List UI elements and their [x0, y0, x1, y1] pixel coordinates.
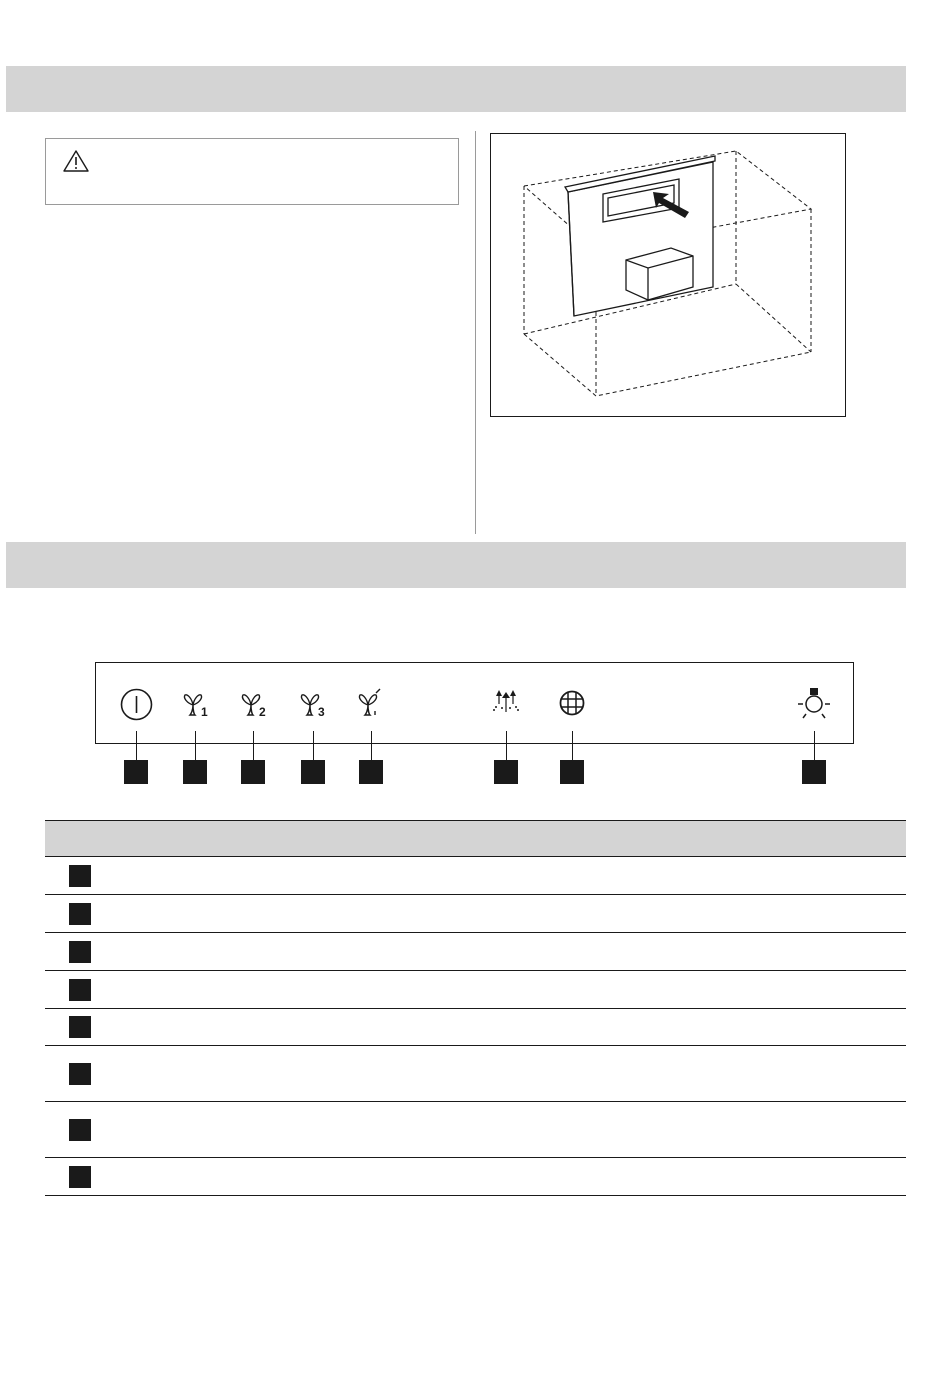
light-icon[interactable] [797, 685, 831, 723]
control-description-table [45, 820, 906, 1196]
callout-marker [69, 1119, 91, 1141]
warning-triangle-icon [62, 149, 90, 173]
callout-marker [69, 1063, 91, 1085]
callout-leader [572, 731, 573, 760]
callout-marker [560, 760, 584, 784]
table-row [45, 1158, 906, 1196]
callout-leader [136, 731, 137, 760]
table-row [45, 895, 906, 933]
section-header-band [6, 542, 906, 588]
callout-leader [195, 731, 196, 760]
svg-text:2: 2 [259, 705, 266, 718]
callout-marker [241, 760, 265, 784]
fan-intensive-icon[interactable] [355, 688, 385, 718]
table-row [45, 971, 906, 1009]
callout-marker [69, 941, 91, 963]
fan-speed-1-icon[interactable] [181, 692, 211, 718]
warning-box [45, 138, 459, 205]
callout-marker [69, 903, 91, 925]
table-header [45, 820, 906, 857]
fan-speed-2-icon[interactable] [239, 692, 269, 718]
table-row [45, 1046, 906, 1102]
callout-marker [69, 865, 91, 887]
callout-marker [183, 760, 207, 784]
section-header-band [6, 66, 906, 112]
grease-filter-icon[interactable] [558, 689, 586, 717]
callout-leader [506, 731, 507, 760]
callout-marker [124, 760, 148, 784]
svg-text:3: 3 [318, 705, 325, 718]
callout-marker [69, 1016, 91, 1038]
table-row [45, 933, 906, 971]
callout-marker [69, 1166, 91, 1188]
hood-filter-installation-illustration [490, 133, 846, 417]
callout-marker [802, 760, 826, 784]
callout-marker [301, 760, 325, 784]
callout-leader [253, 731, 254, 760]
fan-speed-3-icon[interactable] [298, 692, 328, 718]
callout-leader [371, 731, 372, 760]
callout-marker [69, 979, 91, 1001]
column-divider [475, 131, 476, 534]
power-icon[interactable] [120, 688, 153, 721]
callout-leader [313, 731, 314, 760]
svg-text:1: 1 [201, 705, 208, 718]
callout-marker [359, 760, 383, 784]
table-row [45, 1009, 906, 1046]
table-row [45, 1102, 906, 1158]
table-row [45, 857, 906, 895]
callout-marker [494, 760, 518, 784]
delay-off-icon[interactable] [490, 688, 522, 716]
callout-leader [814, 731, 815, 760]
